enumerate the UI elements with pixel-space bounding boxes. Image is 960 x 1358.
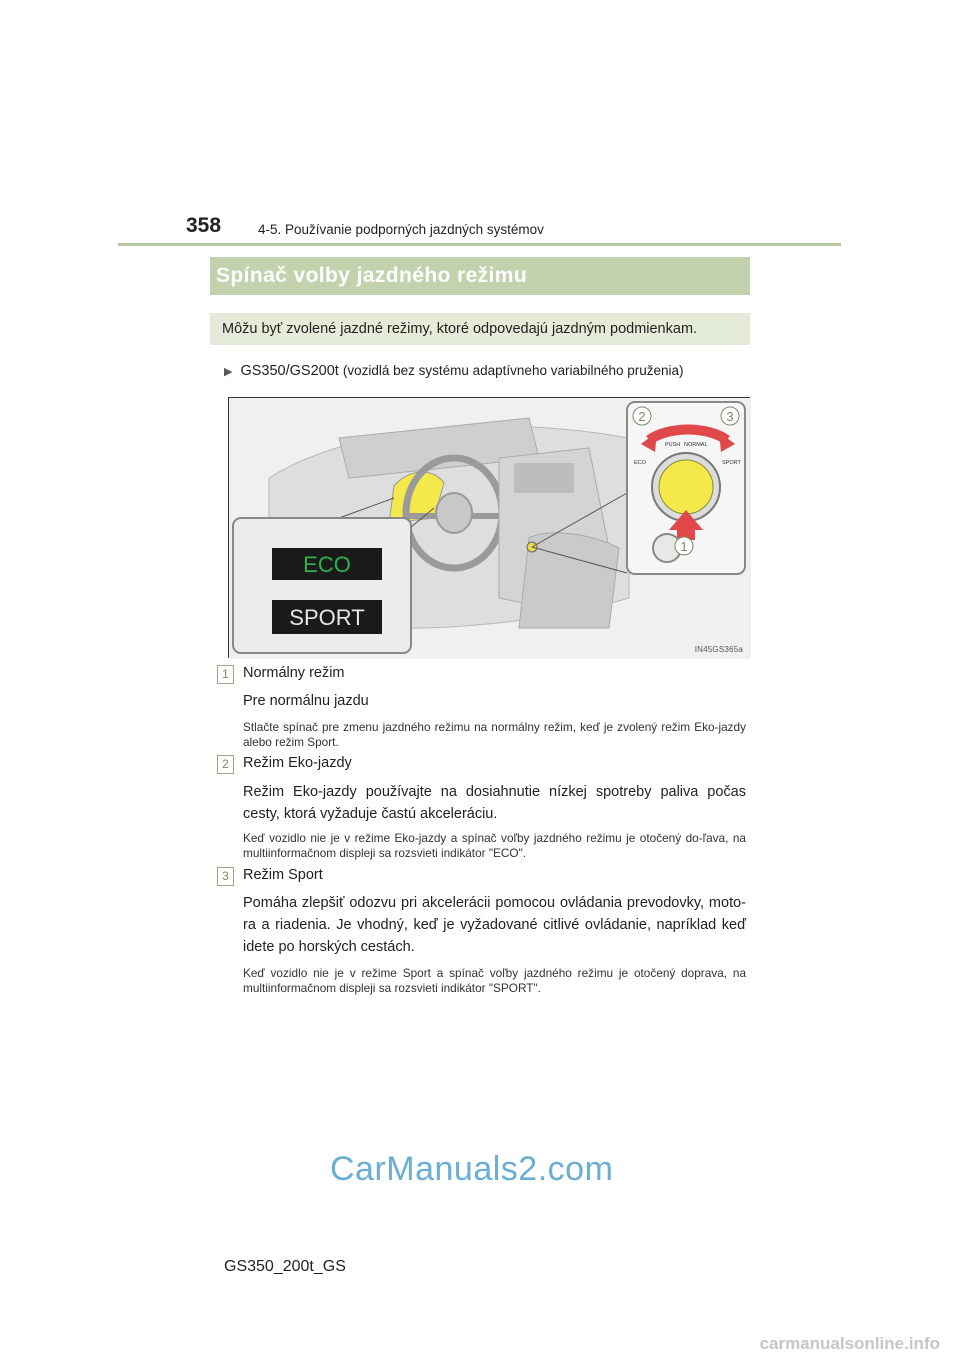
dial-normal-label: NORMAL — [684, 442, 708, 448]
item-3-note: Keď vozidlo nie je v režime Sport a spínač voľby jazdného režimu je otočený doprava, na multiinformačnom displeji sa rozsvieti indikátor "SPORT". — [243, 966, 746, 995]
figure-code: IN45GS365a — [694, 645, 743, 654]
item-1-title: Normálny režim — [243, 665, 345, 681]
callout-3: 3 — [726, 409, 734, 424]
item-1-note: Stlačte spínač pre zmenu jazdného režimu na normálny režim, keď je zvolený režim Eko-jazdy alebo režim Sport. — [243, 720, 746, 749]
item-2-note: Keď vozidlo nie je v režime Eko-jazdy a spínač voľby jazdného režimu je otočený do-ľava, na multiinformačnom displeji sa rozsvieti indikátor "ECO". — [243, 831, 746, 860]
variant-model: GS350/GS200t — [240, 363, 339, 379]
watermark: CarManuals2.com — [330, 1150, 614, 1188]
dial-sport-label: SPORT — [722, 460, 741, 466]
header-rule — [118, 243, 841, 246]
variant-note: (vozidlá bez systému adaptívneho variabilného pruženia) — [342, 363, 684, 378]
callout-2: 2 — [638, 409, 646, 424]
item-1-body: Pre normálnu jazdu — [243, 693, 369, 709]
item-3-body: Pomáha zlepšiť odozvu pri akcelerácii pomocou ovládania prevodovky, moto-ra a riadenia. Je vhodný, keď je vyžadované citlivé ovládanie, napríklad keď idete po horských cestách. — [243, 895, 746, 955]
dial-eco-label: ECO — [634, 460, 646, 466]
cockpit-illustration — [229, 398, 751, 659]
item-2-body: Režim Eko-jazdy používajte na dosiahnutie nízkej spotreby paliva počas cesty, ktorá vyžaduje častú akceleráciu. — [243, 784, 746, 822]
item-number-2: 2 — [217, 755, 234, 774]
triangle-bullet-icon: ▶ — [224, 366, 233, 378]
chapter-title: 4-5. Používanie podporných jazdných systémov — [258, 222, 544, 237]
site-watermark: carmanualsonline.info — [759, 1334, 940, 1353]
variant-line — [224, 363, 684, 379]
item-3-title: Režim Sport — [243, 867, 323, 883]
item-number-3: 3 — [217, 867, 234, 886]
callout-1: 1 — [680, 539, 688, 554]
eco-indicator-label: ECO — [303, 552, 351, 577]
drive-mode-illustration — [228, 397, 750, 658]
footer-model-code: GS350_200t_GS — [224, 1258, 346, 1275]
item-2-title: Režim Eko-jazdy — [243, 755, 352, 771]
section-title: Spínač volby jazdného režimu — [210, 257, 750, 295]
item-number-1: 1 — [217, 665, 234, 684]
page-number: 358 — [186, 214, 222, 237]
section-intro: Môžu byť zvolené jazdné režimy, ktoré odpovedajú jazdným podmienkam. — [210, 313, 750, 345]
dial-push-label: PUSH — [665, 442, 681, 448]
sport-indicator-label: SPORT — [289, 605, 365, 630]
